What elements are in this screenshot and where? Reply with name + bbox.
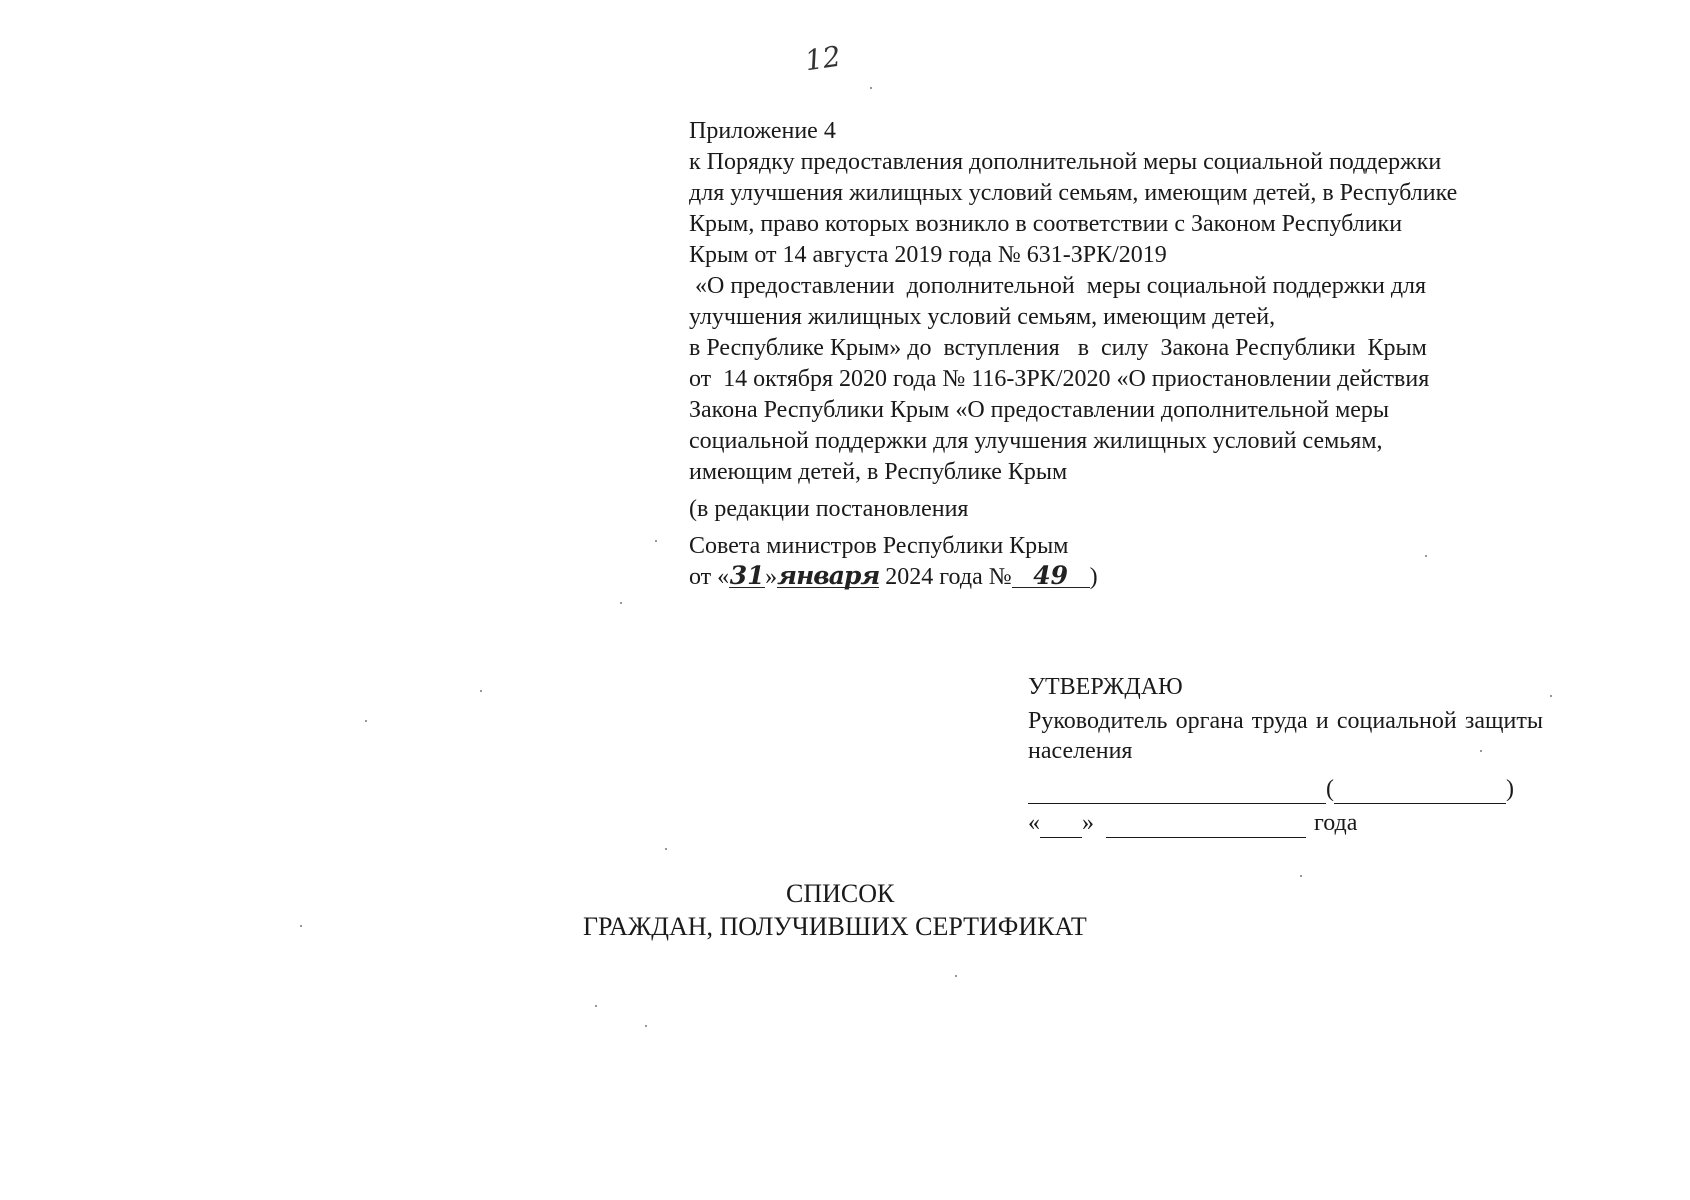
page-number: 12 [802,39,843,78]
scan-speck [645,1025,647,1027]
day-field [1040,813,1082,838]
appendix-line: Крым, право которых возникло в соответствии с Законом Республики [689,211,1403,237]
date-mid: » [765,564,778,590]
handwritten-day: 31 [729,561,765,590]
handwritten-doc-number: 49 [1012,565,1090,588]
scan-speck [955,975,957,977]
approval-role: Руководитель органа труда и социальной защиты населения [1028,708,1543,764]
scan-speck [595,1005,597,1007]
edition-date-line [689,562,1569,593]
scan-speck [655,540,657,542]
scan-speck [870,87,872,89]
appendix-line: в Республике Крым» до вступления в силу Закона Республики Крым [689,335,1427,361]
date-prefix: от « [689,564,730,590]
approval-title: УТВЕРЖДАЮ [1028,674,1183,700]
scan-speck [620,602,622,604]
close-paren: ) [1506,776,1514,802]
year-word: года [1314,810,1358,836]
appendix-line: имеющим детей, в Республике Крым [689,459,1068,485]
signature-line [1028,774,1543,804]
handwritten-month: января [777,561,880,590]
edition-issuer: Совета министров Республики Крым [689,533,1069,559]
scan-speck [665,848,667,850]
list-title: СПИСОК [786,879,895,908]
approval-block [1028,672,1543,838]
appendix-line: улучшения жилищных условий семьям, имеющим детей, [689,304,1276,330]
appendix-header [689,116,1569,593]
appendix-line: для улучшения жилищных условий семьям, имеющим детей, в Республике [689,180,1458,206]
appendix-line: Приложение 4 [689,118,836,144]
scan-speck [1425,555,1427,557]
date-open-quote: « [1028,810,1040,836]
scan-speck [480,690,482,692]
name-field [1334,779,1506,804]
appendix-line: от 14 октября 2020 года № 116-ЗРК/2020 «О приостановлении действия [689,366,1430,392]
scan-speck [300,925,302,927]
month-field [1106,813,1306,838]
date-close-quote: » [1082,810,1094,836]
scan-speck [365,720,367,722]
scan-speck [1550,695,1552,697]
scan-speck [1300,875,1302,877]
appendix-line: Закона Республики Крым «О предоставлении дополнительной меры [689,397,1390,423]
signature-field [1028,779,1326,804]
appendix-line: социальной поддержки для улучшения жилищных условий семьям, [689,428,1383,454]
list-subtitle: ГРАЖДАН, ПОЛУЧИВШИХ СЕРТИФИКАТ [583,912,1087,941]
open-paren: ( [1326,776,1334,802]
date-suffix: ) [1089,564,1098,590]
edition-note: (в редакции постановления [689,496,969,522]
appendix-line: Крым от 14 августа 2019 года № 631-ЗРК/2019 [689,242,1167,268]
date-year-text: 2024 года № [885,564,1012,590]
scan-speck [1480,750,1482,752]
appendix-line: «О предоставлении дополнительной меры социальной поддержки для [689,273,1427,299]
appendix-line: к Порядку предоставления дополнительной меры социальной поддержки [689,149,1442,175]
approval-date-line [1028,808,1543,838]
